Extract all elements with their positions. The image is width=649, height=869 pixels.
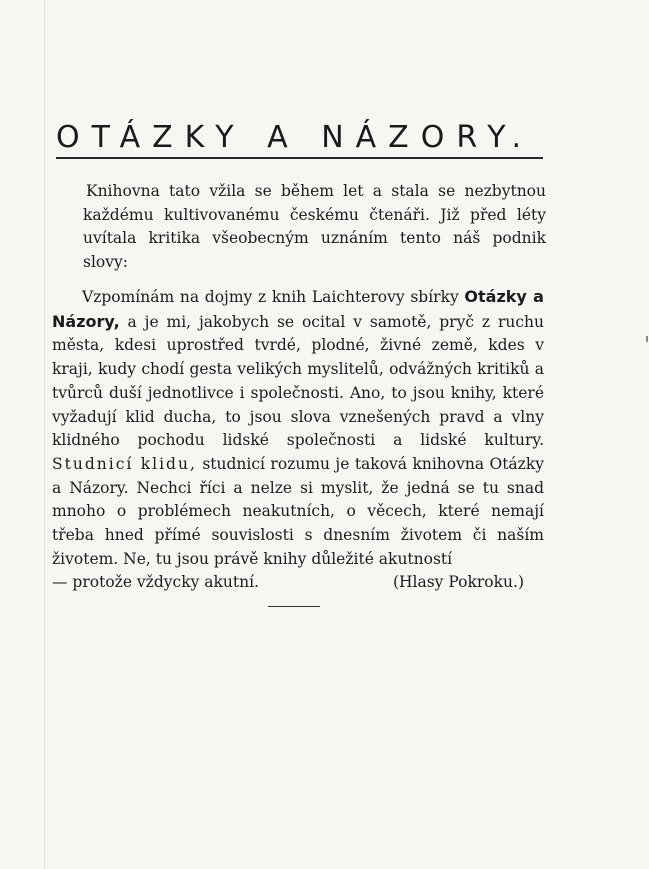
quote-last-line: — protože vždycky akutní. (52, 573, 259, 592)
review-quote (52, 285, 544, 595)
title-underline (56, 157, 543, 159)
intro-paragraph: Knihovna tato vžila se během let a stala se nezbytnou každému kultivovanému českému čtenáři. Již před léty uvítala kritika všeobecným uznáním tento náš podnik slovy: (83, 182, 546, 271)
book-series-title: Otázky a Názory, (52, 287, 544, 331)
page-edge (44, 0, 45, 869)
end-divider (268, 606, 320, 607)
quote-source: (Hlasy Pokroku.) (392, 573, 524, 592)
margin-mark (646, 336, 648, 342)
page-title: OTÁZKY A NÁZORY. (56, 120, 534, 155)
quote-closing-row (52, 571, 544, 595)
quote-text-part2: a je mi, jakobych se ocital v samotě, pryč z ruchu města, kdesi uprostřed tvrdé, plodné, živné země, kdes v kraji, kudy chodí gesta velikých myslitelů, odvážných kritiků a tvůrců duší jednotlivce i společnosti. Ano, to jsou knihy, které vyžadují klid ducha, to jsou slova vznešených pravd a vlny klidného pochodu lidské společnosti a lidské kultury. (52, 312, 544, 450)
quote-text-part1: Vzpomínám na dojmy z knih Laichterovy sbírky (82, 288, 459, 306)
quote-text-part3: studnicí rozumu je taková knihovna Otázky a Názory. Nechci říci a nelze si myslit, že jedná se tu snad mnoho o problémech neakutních, o věcech, které nemají třeba hned přímé souvislosti s dnesním životem či naším životem. Ne, tu jsou právě knihy důležité akutností (52, 454, 544, 568)
emphasized-phrase: Studnicí klidu, (52, 454, 197, 473)
